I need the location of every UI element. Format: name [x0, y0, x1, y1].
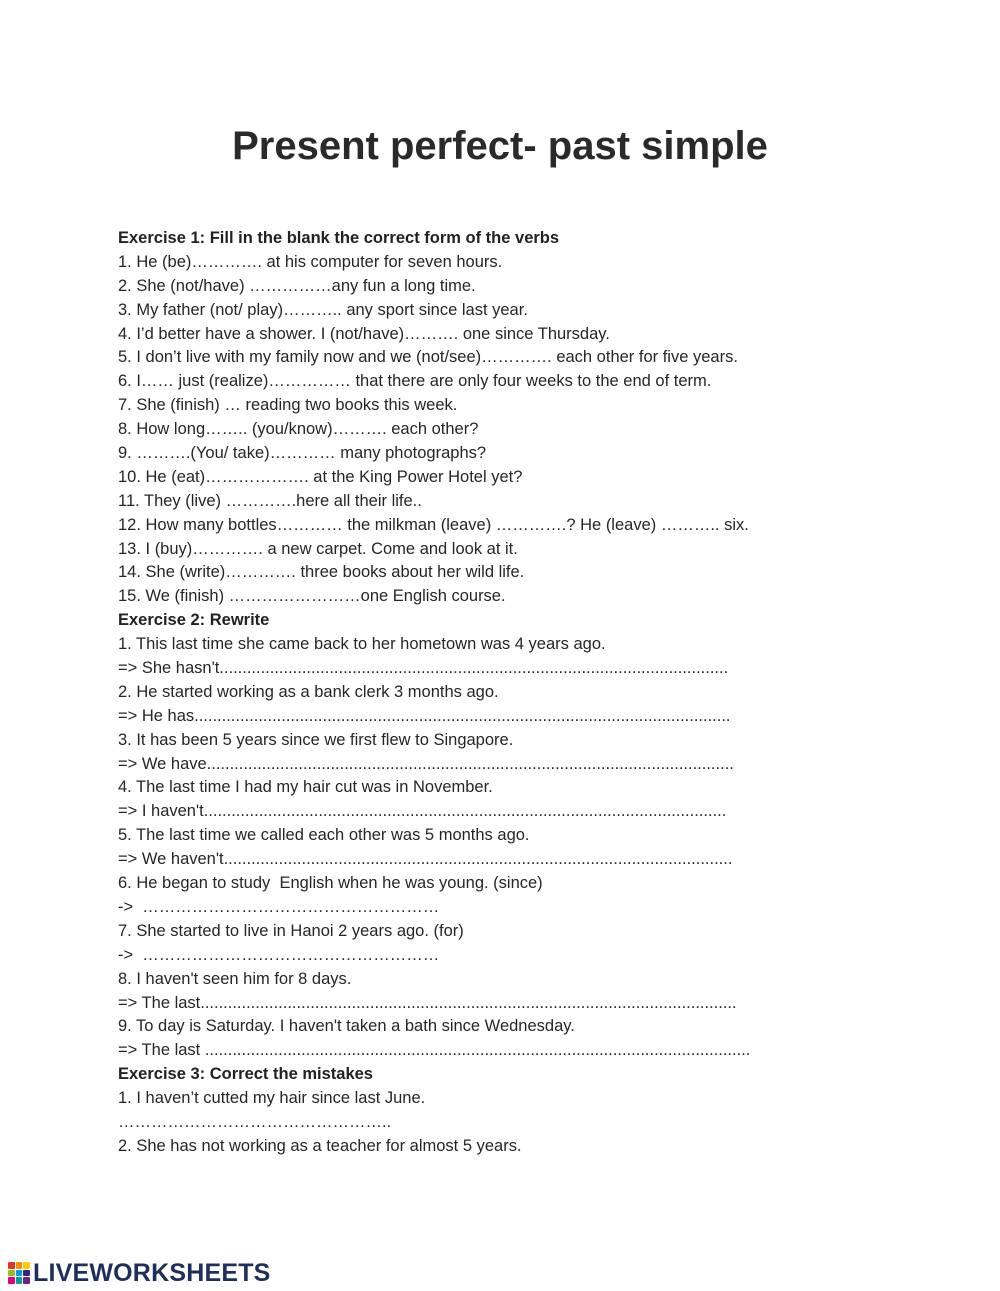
exercise-2-line: 5. The last time we called each other was 5 months ago.	[118, 826, 530, 845]
exercise-2-line: 2. He started working as a bank clerk 3 months ago.	[118, 682, 499, 701]
exercise-3-heading: Exercise 3: Correct the mistakes	[118, 1065, 373, 1084]
exercise-2-line: => The last.....................................................................................................................	[118, 993, 737, 1012]
exercise-2-heading: Exercise 2: Rewrite	[118, 611, 270, 630]
logo-square	[8, 1270, 15, 1277]
exercise-2-line: 3. It has been 5 years since we first flew to Singapore.	[118, 730, 514, 749]
exercise-2-line: => The last .......................................................................................................................	[118, 1041, 751, 1060]
exercise-2-line: 1. This last time she came back to her hometown was 4 years ago.	[118, 635, 606, 654]
exercise-2-line: 8. I haven't seen him for 8 days.	[118, 969, 352, 988]
exercise-2-line: => I haven't..................................................................................................................	[118, 802, 727, 821]
exercise-2-line: 6. He began to study English when he was young. (since)	[118, 874, 543, 893]
logo-square	[23, 1262, 30, 1269]
exercise-2-line: -> ………………………………………………	[118, 945, 440, 964]
logo-square	[16, 1277, 23, 1284]
exercise-1-list	[118, 251, 938, 609]
exercise-3-line: 2. She has not working as a teacher for almost 5 years.	[118, 1136, 522, 1155]
exercise-2-line: => He has.....................................................................................................................	[118, 706, 731, 725]
exercise-1-line: 14. She (write)…………. three books about her wild life.	[118, 563, 525, 582]
logo-square	[8, 1277, 15, 1284]
worksheet-content	[118, 227, 938, 1159]
exercise-1-line: 8. How long…….. (you/know)………. each other?	[118, 420, 479, 439]
logo-square	[16, 1262, 23, 1269]
exercise-1-line: 9. ……….(You/ take)………… many photographs?	[118, 444, 487, 463]
exercise-1-line: 12. How many bottles………… the milkman (leave) ………….? He (leave) ……….. six.	[118, 515, 749, 534]
exercise-2-line: 4. The last time I had my hair cut was in November.	[118, 778, 493, 797]
exercise-1-line: 13. I (buy)…………. a new carpet. Come and look at it.	[118, 539, 518, 558]
exercise-1-line: 3. My father (not/ play)……….. any sport since last year.	[118, 300, 528, 319]
exercise-1-line: 2. She (not/have) ……………any fun a long time.	[118, 276, 476, 295]
exercise-1-line: 15. We (finish) ……………………one English course.	[118, 587, 506, 606]
exercise-2-line: => We have...................................................................................................................	[118, 754, 734, 773]
exercise-1-heading: Exercise 1: Fill in the blank the correct form of the verbs	[118, 229, 560, 247]
exercise-2-line: -> ………………………………………………	[118, 897, 440, 916]
exercise-3-line: …………………………………………..	[118, 1112, 392, 1131]
exercise-2-line: 9. To day is Saturday. I haven't taken a bath since Wednesday.	[118, 1017, 575, 1036]
exercise-1-line: 6. I…… just (realize)…………… that there are only four weeks to the end of term.	[118, 372, 712, 391]
exercise-2-line: 7. She started to live in Hanoi 2 years ago. (for)	[118, 921, 464, 940]
exercise-2-line: => She hasn't...............................................................................................................	[118, 659, 729, 678]
logo-square	[23, 1277, 30, 1284]
logo-icon	[8, 1262, 30, 1284]
exercise-3-line: 1. I haven’t cutted my hair since last June.	[118, 1089, 426, 1108]
exercise-2-line: => We haven't...............................................................................................................	[118, 850, 733, 869]
exercise-1-line: 4. I’d better have a shower. I (not/have)………. one since Thursday.	[118, 324, 610, 343]
page-title: Present perfect- past simple	[232, 124, 768, 168]
exercise-1-line: 10. He (eat)………………. at the King Power Hotel yet?	[118, 467, 523, 486]
exercise-1-line: 7. She (finish) … reading two books this week.	[118, 396, 458, 415]
logo-square	[16, 1270, 23, 1277]
logo-square	[8, 1262, 15, 1269]
exercise-3-list	[118, 1087, 938, 1159]
logo-square	[23, 1270, 30, 1277]
logo-text: LIVEWORKSHEETS	[33, 1258, 271, 1287]
liveworksheets-logo[interactable]	[8, 1258, 271, 1288]
exercise-1-line: 5. I don’t live with my family now and we (not/see)…………. each other for five years.	[118, 348, 738, 367]
exercise-1-line: 11. They (live) ………….here all their life..	[118, 491, 422, 510]
exercise-2-list	[118, 633, 938, 1063]
exercise-1-line: 1. He (be)…………. at his computer for seven hours.	[118, 252, 503, 271]
